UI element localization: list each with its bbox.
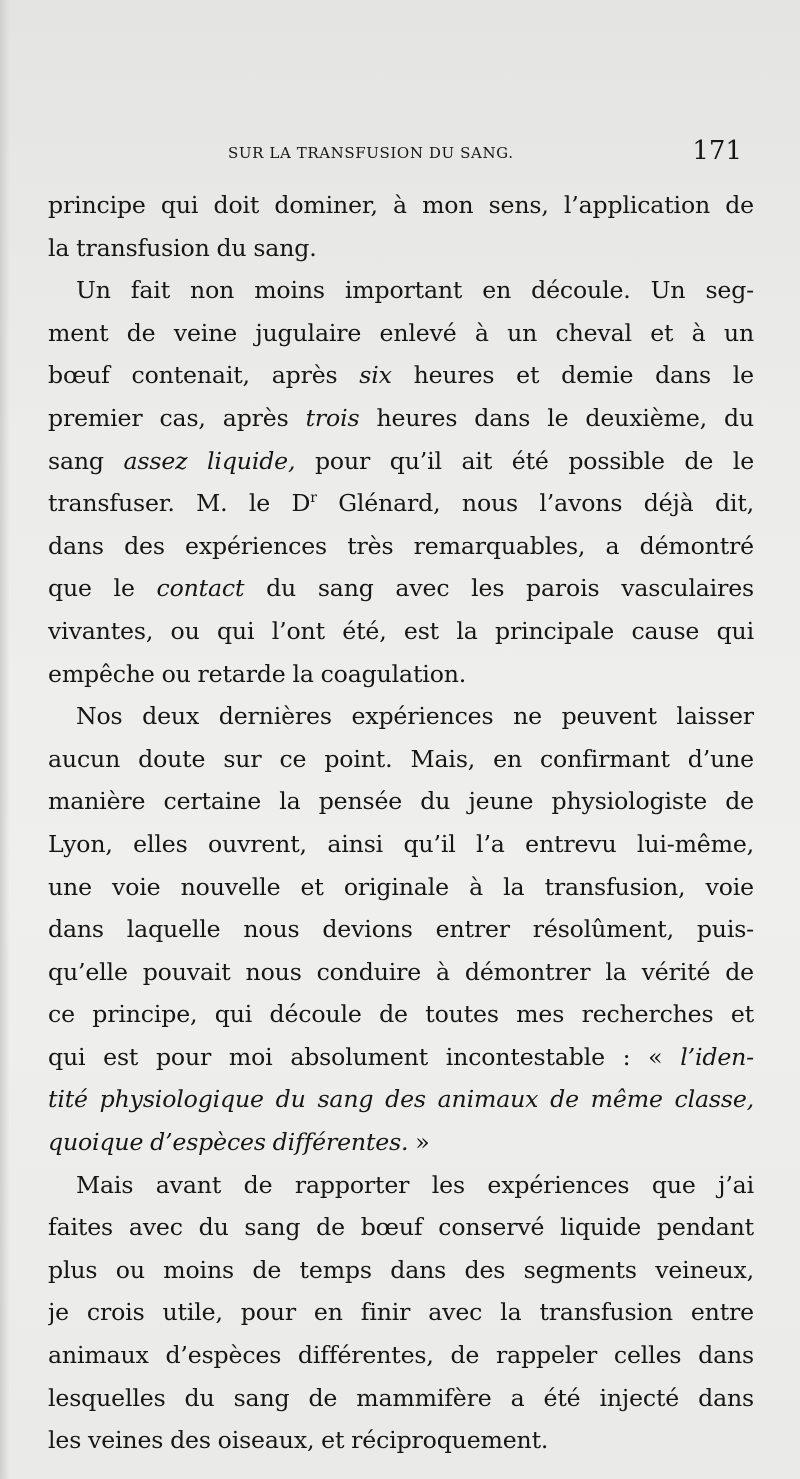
text-line: vivantes, ou qui l’ont été, est la principale cause qui — [48, 616, 754, 645]
text-line: animaux d’espèces différentes, de rappeler celles dans — [48, 1341, 754, 1370]
text-line: transfuser. M. le $D^r$ Glénard, nous l’avons déjà dit, — [48, 489, 754, 518]
text-line: Lyon, elles ouvrent, ainsi qu’il l’a entrevu lui-même, — [48, 829, 754, 858]
text-line: lesquelles du sang de mammifère a été injecté dans — [48, 1383, 754, 1412]
text-line: empêche ou retarde la coagulation. — [48, 659, 467, 688]
running-title: SUR LA TRANSFUSION DU SANG. — [228, 144, 514, 162]
text-line: bœuf contenait, après six heures et demie dans le — [48, 361, 754, 390]
text-line: quoique d’espèces différentes. » — [48, 1128, 430, 1157]
text-line: principe qui doit dominer, à mon sens, l’application de — [48, 191, 754, 219]
page-header — [48, 136, 748, 176]
text-line: Un fait non moins important en découle. Un seg- — [76, 276, 754, 305]
text-line: faites avec du sang de bœuf conservé liquide pendant — [48, 1213, 754, 1242]
text-line: manière certaine la pensée du jeune physiologiste de — [48, 787, 754, 816]
text-line: dans laquelle nous devions entrer résolûment, puis- — [48, 915, 754, 944]
text-line: la transfusion du sang. — [48, 233, 317, 262]
text-line: qui est pour moi absolument incontestable : « l’iden- — [48, 1042, 754, 1071]
text-line: tité physiologique du sang des animaux de même classe, — [48, 1085, 754, 1114]
page-edge-shadow — [0, 0, 10, 1479]
text-line: une voie nouvelle et originale à la transfusion, voie — [48, 872, 754, 901]
text-line: sang assez liquide, pour qu’il ait été possible de le — [48, 446, 754, 475]
text-line: les veines des oiseaux, et réciproquement. — [48, 1426, 549, 1455]
text-line: aucun doute sur ce point. Mais, en confirmant d’une — [48, 744, 754, 773]
text-line: qu’elle pouvait nous conduire à démontrer la vérité de — [48, 957, 754, 986]
body-text — [48, 184, 754, 1462]
text-line: que le contact du sang avec les parois vasculaires — [48, 574, 754, 603]
text-line: ce principe, qui découle de toutes mes recherches et — [48, 1000, 754, 1029]
text-line: dans des expériences très remarquables, a démontré — [48, 531, 754, 560]
text-line: Nos deux dernières expériences ne peuvent laisser — [76, 702, 754, 731]
text-line: plus ou moins de temps dans des segments veineux, — [48, 1255, 754, 1284]
text-line: Mais avant de rapporter les expériences que j’ai — [76, 1170, 754, 1199]
text-line: premier cas, après trois heures dans le deuxième, du — [48, 403, 754, 432]
page-number: 171 — [692, 136, 742, 166]
text-line: ment de veine jugulaire enlevé à un cheval et à un — [48, 318, 754, 347]
text-line: je crois utile, pour en finir avec la transfusion entre — [48, 1298, 754, 1327]
